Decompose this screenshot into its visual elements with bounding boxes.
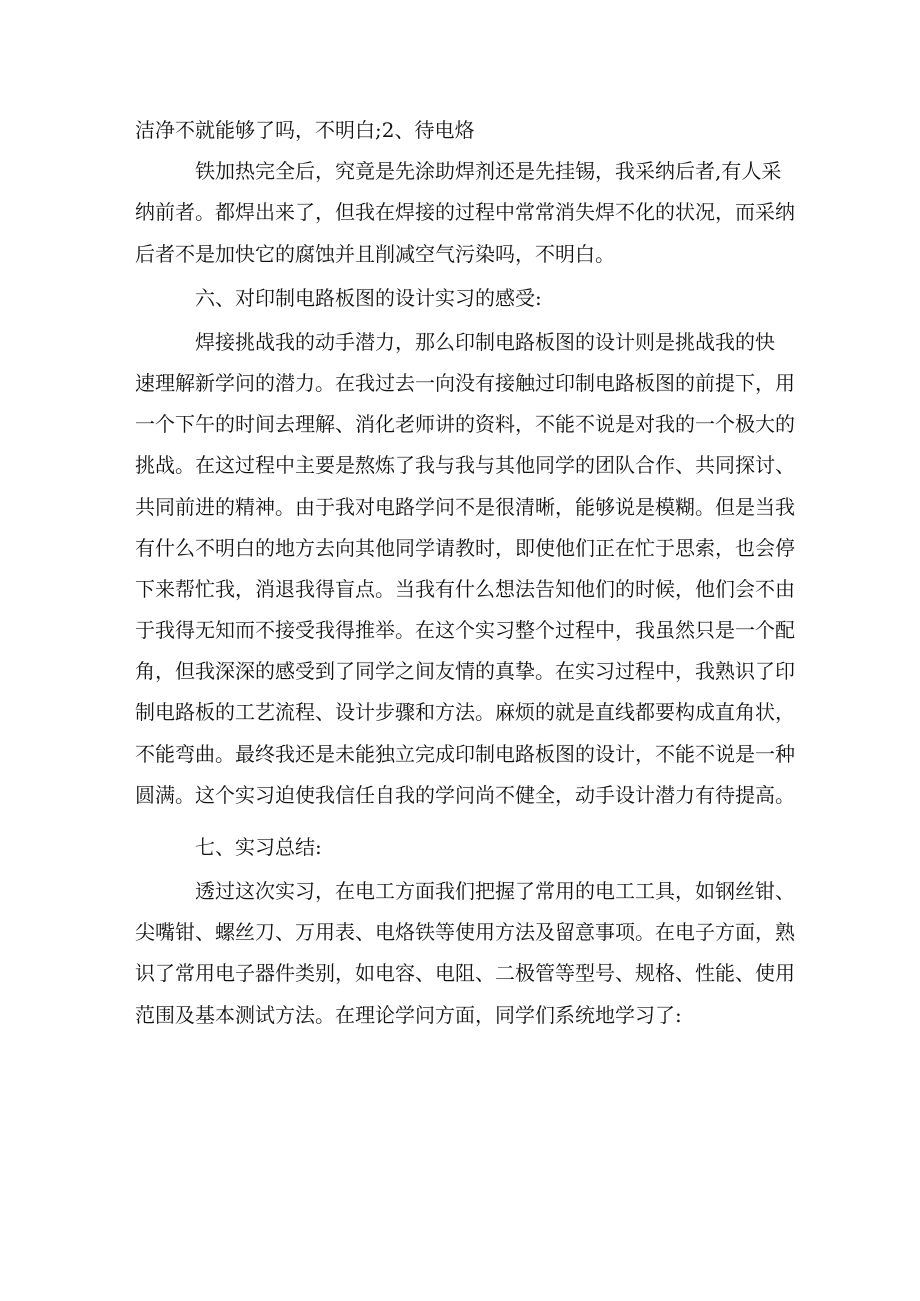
text-line: 速理解新学问的潜力。在我过去一向没有接触过印制电路板图的前提下，用 [135,370,795,395]
text-line: 一个下午的时间去理解、消化老师讲的资料，不能不说是对我的一个极大的 [135,412,795,437]
text-line: 挑战。在这过程中主要是熬炼了我与我与其他同学的团队合作、共同探讨、 [135,453,795,478]
text-line: 纳前者。都焊出来了，但我在焊接的过程中常常消失焊不化的状况，而采纳 [135,200,795,225]
text-line: 洁净不就能够了吗，不明白;2、待电烙 [135,118,475,142]
section-heading-seven: 七、实习总结: [195,835,322,859]
text-line: 范围及基本测试方法。在理论学问方面，同学们系统地学习了: [135,1002,682,1027]
text-line: 尖嘴钳、螺丝刀、万用表、电烙铁等使用方法及留意事项。在电子方面，熟 [135,920,795,945]
text-line: 有什么不明白的地方去向其他同学请教时，即使他们正在忙于思索，也会停 [135,535,795,560]
text-line: 铁加热完全后，究竟是先涂助焊剂还是先挂锡，我采纳后者,有人采 [195,159,782,184]
section-heading-six: 六、对印制电路板图的设计实习的感受: [195,285,542,310]
text-line: 共同前进的精神。由于我对电路学问不是很清晰，能够说是模糊。但是当我 [135,494,795,519]
text-line: 焊接挑战我的动手潜力，那么印制电路板图的设计则是挑战我的快 [195,329,775,354]
text-line: 后者不是加快它的腐蚀并且削减空气污染吗，不明白。 [135,241,615,266]
text-line: 圆满。这个实习迫使我信任自我的学问尚不健全，动手设计潜力有待提高。 [135,782,795,807]
text-line: 制电路板的工艺流程、设计步骤和方法。麻烦的就是直线都要构成直角状， [135,700,795,725]
text-line: 下来帮忙我，消退我得盲点。当我有什么想法告知他们的时候，他们会不由 [135,576,795,601]
document-body [135,110,795,1036]
text-line: 角，但我深深的感受到了同学之间友情的真挚。在实习过程中，我熟识了印 [135,659,795,684]
text-line: 透过这次实习，在电工方面我们把握了常用的电工工具，如钢丝钳、 [195,879,795,903]
text-line: 不能弯曲。最终我还是未能独立完成印制电路板图的设计，不能不说是一种 [135,741,795,766]
text-line: 识了常用电子器件类别，如电容、电阻、二极管等型号、规格、性能、使用 [135,961,795,986]
text-line: 于我得无知而不接受我得推举。在这个实习整个过程中，我虽然只是一个配 [135,618,795,643]
